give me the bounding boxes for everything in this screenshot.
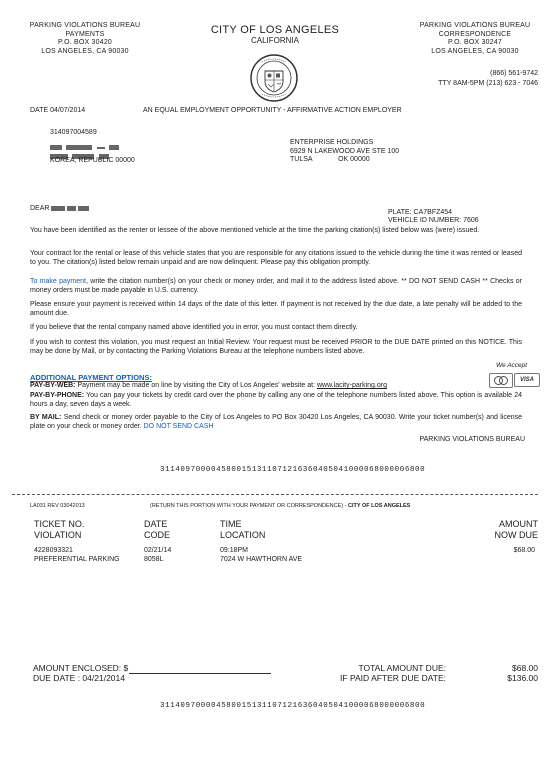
pay-by-phone-text: You can pay your tickets by credit card over the phone by calling any one of the telephone numbers listed above. This option is available 24 hours a day, seven days a week. bbox=[30, 392, 522, 408]
header-amount: AMOUNT bbox=[499, 519, 538, 529]
recipient-country: KOREA, REPUBLIC 00000 bbox=[50, 157, 135, 164]
payment-instructions: , write the citation number(s) on your check or money order, and mail it to the address listed above. ** DO NOT SEND CASH ** Checks or money orders must be made payable in U.S. currency. bbox=[30, 278, 522, 294]
total-due-value: $68.00 bbox=[512, 663, 538, 673]
company-state-zip: OK 00000 bbox=[338, 156, 370, 163]
salutation bbox=[30, 205, 89, 214]
return-text: (RETURN THIS PORTION WITH YOUR PAYMENT OR CORRESPONDENCE) - bbox=[150, 503, 349, 509]
city-seal-icon bbox=[249, 53, 299, 103]
we-accept-label: We Accept bbox=[496, 362, 528, 369]
paragraph-payment bbox=[30, 278, 522, 295]
to-make-payment-link[interactable]: To make payment bbox=[30, 278, 86, 285]
col-header-date bbox=[144, 519, 170, 540]
city-header bbox=[185, 24, 365, 46]
return-instruction bbox=[150, 503, 410, 510]
row-ticket-number: 4228093321 bbox=[34, 547, 73, 554]
payments-bureau-name: PARKING VIOLATIONS BUREAU bbox=[29, 22, 141, 29]
col-header-amount bbox=[430, 519, 538, 540]
after-due-label: IF PAID AFTER DUE DATE: bbox=[340, 673, 446, 683]
header-time: TIME bbox=[220, 519, 242, 529]
total-due-label: TOTAL AMOUNT DUE: bbox=[358, 663, 446, 673]
header-ticket-no: TICKET NO. bbox=[34, 519, 85, 529]
signature-bureau: PARKING VIOLATIONS BUREAU bbox=[419, 436, 525, 443]
paragraph-identified: You have been identified as the renter or lessee of the above mentioned vehicle at the time the parking citation(s) listed below was (were) issued. bbox=[30, 227, 480, 234]
phone-number: (866) 561-9742 bbox=[490, 70, 538, 77]
return-city: CITY OF LOS ANGELES bbox=[348, 503, 411, 509]
header-violation: VIOLATION bbox=[34, 529, 82, 540]
tty-number: TTY 8AM-5PM (213) 623 - 7046 bbox=[438, 80, 538, 87]
row-time: 09:18PM bbox=[220, 547, 249, 554]
correspondence-bureau-name: PARKING VIOLATIONS BUREAU bbox=[419, 22, 531, 29]
letter-date: DATE 04/07/2014 bbox=[30, 107, 86, 114]
eeo-statement: AN EQUAL EMPLOYMENT OPPORTUNITY - AFFIRMATIVE ACTION EMPLOYER bbox=[143, 107, 402, 114]
paragraph-contract: Your contract for the rental or lease of this vehicle states that you are responsible for any citations issued to the vehicle during the time it was rented or leased to you. The citation(s) listed below remain unpaid and are now delinquent. Please pay this obligation promptly. bbox=[30, 250, 522, 266]
vehicle-id: VEHICLE ID NUMBER: 7606 bbox=[388, 217, 479, 224]
paragraph-deadline: Please ensure your payment is received within 14 days of the date of this letter. If payment is not received by the due date, a late penalty will be added to the amount due. bbox=[30, 301, 522, 317]
correspondence-po-box: P.O. BOX 30247 bbox=[447, 39, 503, 46]
pay-by-phone bbox=[30, 392, 522, 409]
scanline-bottom: 3114097000045800151311071216360405041000068000006800 bbox=[160, 702, 426, 710]
paragraph-contest: If you wish to contest this violation, you must request an Initial Review. Your request must be received PRIOR to the DUE DATE printed on this NOTICE. This may be done by Mail, or by contacting the Parking Violations Bureau at the telephone numbers listed above. bbox=[30, 339, 522, 355]
company-street: 6929 N LAKEWOOD AVE STE 100 bbox=[290, 147, 400, 155]
plate-number: PLATE: CA7BFZ454 bbox=[388, 209, 453, 216]
additional-options-heading: ADDITIONAL PAYMENT OPTIONS: bbox=[30, 373, 152, 382]
company-city: TULSA bbox=[290, 156, 313, 163]
salutation-dear: DEAR bbox=[30, 205, 50, 212]
form-code: LA031 REV 03042013 bbox=[30, 503, 85, 509]
payments-department: PAYMENTS bbox=[65, 30, 105, 38]
account-number: 314097004589 bbox=[50, 129, 97, 136]
pay-by-mail-label: BY MAIL: bbox=[30, 414, 62, 421]
pay-by-phone-label: PAY-BY-PHONE: bbox=[30, 392, 85, 399]
paragraph-error: If you believe that the rental company named above identified you in error, you must contact them directly. bbox=[30, 324, 358, 331]
col-header-ticket bbox=[34, 519, 84, 540]
visa-icon: VISA bbox=[514, 373, 540, 387]
row-date: 02/21/14 bbox=[144, 547, 172, 554]
amount-enclosed-field[interactable] bbox=[129, 673, 271, 674]
pay-by-web-label: PAY-BY-WEB: bbox=[30, 382, 76, 389]
amount-enclosed-label: AMOUNT ENCLOSED: $ bbox=[33, 663, 129, 673]
row-time-location bbox=[220, 547, 302, 564]
payments-city: LOS ANGELES, CA 90030 bbox=[41, 47, 129, 55]
correspondence-address bbox=[405, 22, 545, 56]
mastercard-icon bbox=[489, 373, 513, 388]
header-date: DATE bbox=[144, 519, 168, 529]
row-violation: PREFERENTIAL PARKING bbox=[34, 555, 120, 563]
row-code: 8058L bbox=[144, 555, 164, 563]
company-address bbox=[290, 139, 399, 165]
pay-by-web-text: Payment may be made on line by visiting the City of Los Angeles' website at: bbox=[77, 382, 315, 389]
header-now-due: NOW DUE bbox=[494, 529, 538, 540]
table-row bbox=[34, 547, 120, 564]
row-date-code bbox=[144, 547, 171, 564]
correspondence-department: CORRESPONDENCE bbox=[438, 30, 512, 38]
scanline-top: 3114097000045800151311071216360405041000068000006800 bbox=[160, 466, 426, 474]
tear-line bbox=[12, 494, 538, 495]
do-not-send-cash: DO NOT SEND CASH bbox=[143, 422, 214, 430]
header-code: CODE bbox=[144, 529, 171, 540]
state-name: CALIFORNIA bbox=[250, 36, 299, 45]
correspondence-city: LOS ANGELES, CA 90030 bbox=[431, 47, 519, 55]
pay-by-mail-text: Send check or money order payable to the City of Los Angeles to PO Box 30420 Los Angeles, CA 90030. Write your ticket number(s) and license plate on your check or money order. bbox=[30, 414, 522, 430]
row-amount: $68.00 bbox=[513, 547, 535, 554]
col-header-time bbox=[220, 519, 265, 540]
payments-po-box: P.O. BOX 30420 bbox=[57, 39, 113, 46]
after-due-value: $136.00 bbox=[507, 673, 538, 683]
pay-by-web bbox=[30, 382, 485, 391]
website-link[interactable]: www.lacity-parking.org bbox=[316, 382, 387, 389]
amount-enclosed bbox=[33, 663, 271, 674]
city-name: CITY OF LOS ANGELES bbox=[210, 24, 340, 36]
due-date: DUE DATE : 04/21/2014 bbox=[33, 673, 125, 683]
company-name: ENTERPRISE HOLDINGS bbox=[290, 139, 374, 146]
pay-by-mail bbox=[30, 414, 522, 431]
company-city-line bbox=[290, 156, 399, 165]
row-location: 7024 W HAWTHORN AVE bbox=[220, 555, 303, 563]
payments-address bbox=[20, 22, 150, 56]
header-location: LOCATION bbox=[220, 529, 266, 540]
